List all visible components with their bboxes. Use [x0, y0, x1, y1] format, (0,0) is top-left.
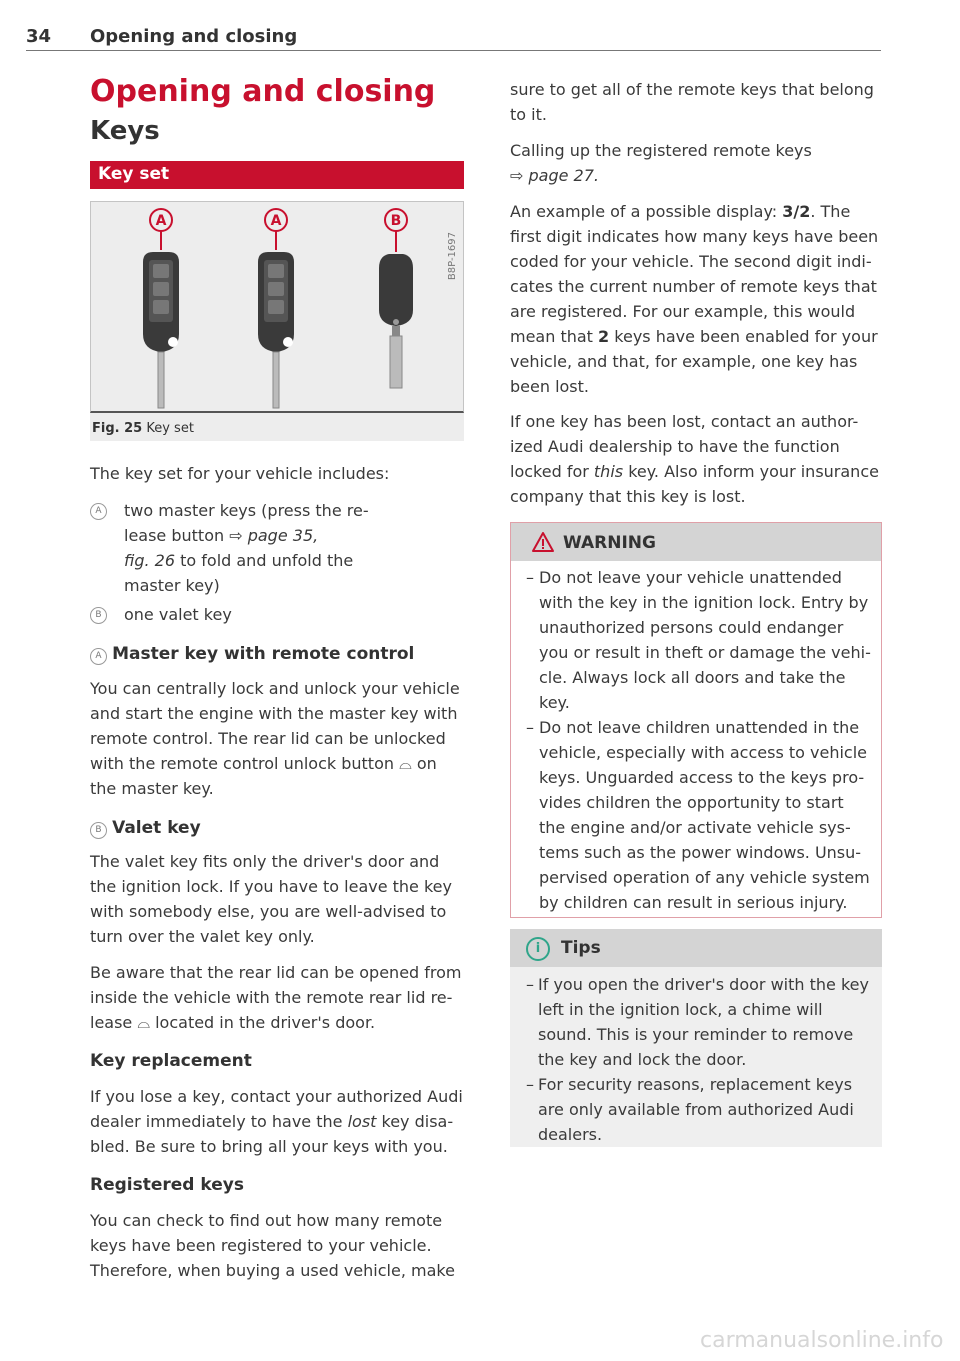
example-text-line: An example of a possible display:	[510, 202, 783, 221]
continued-text-line: sure to get all of the remote keys that belong	[510, 80, 874, 99]
list-dash: –	[526, 568, 534, 587]
warning-line: you or result in theft or damage the vehi-	[539, 643, 871, 662]
replacement-text-line: key disa-	[376, 1112, 454, 1131]
key-set-figure	[90, 201, 464, 413]
figure-number: Fig. 25	[92, 421, 143, 436]
key-replacement-heading: Key replacement	[90, 1051, 252, 1071]
valet-text-line: The valet key fits only the driver's door and	[90, 852, 440, 871]
example-text	[510, 199, 890, 399]
continued-text-line: to it.	[510, 105, 547, 124]
example-text-line: . The	[810, 202, 851, 221]
warning-line: key.	[539, 693, 570, 712]
item-a-line4: master key)	[124, 576, 220, 595]
master-key-illustration-2	[258, 209, 294, 408]
example-text-line: are registered. For our example, this would	[510, 302, 856, 321]
page-ref-27[interactable]: ⇨ page 27.	[510, 166, 599, 185]
valet-heading-row	[90, 815, 470, 841]
page-ref-35[interactable]: ⇨ page 35,	[229, 526, 319, 545]
lost-text-line: key. Also inform your insurance	[623, 462, 879, 481]
tips-header	[510, 929, 882, 967]
master-text-line: and start the engine with the master key with	[90, 704, 458, 723]
master-key-illustration	[143, 209, 179, 408]
warning-line: vides children the opportunity to start	[539, 793, 844, 812]
tips-item	[526, 1072, 876, 1147]
warning-line: Do not leave children unattended in the	[539, 718, 860, 737]
car-unlock-icon: ⌓	[399, 754, 412, 773]
tips-box	[510, 929, 882, 1147]
replacement-text-line: bled. Be sure to bring all your keys with you.	[90, 1137, 448, 1156]
fig-ref-26[interactable]: fig. 26	[124, 551, 176, 570]
figure-label-b: B	[390, 213, 402, 229]
replacement-text	[90, 1084, 470, 1159]
item-a	[90, 498, 470, 598]
key-set-bar	[90, 161, 464, 189]
registered-text-line: keys have been registered to your vehicle.	[90, 1236, 432, 1255]
figure-label-a1: A	[155, 213, 167, 229]
figure-caption	[90, 413, 464, 441]
warning-box	[510, 522, 882, 918]
page-number: 34	[26, 26, 52, 47]
warning-line: tems such as the power windows. Unsu-	[539, 843, 862, 862]
warning-line: Do not leave your vehicle unattended	[539, 568, 842, 587]
master-text-line: on	[411, 754, 437, 773]
example-text-line: mean that	[510, 327, 599, 346]
rear-text-line: inside the vehicle with the remote rear lid re-	[90, 988, 453, 1007]
lost-text-line: locked for	[510, 462, 594, 481]
list-dash: –	[526, 1075, 534, 1094]
example-text-line: vehicle, and that, for example, one key has	[510, 352, 858, 371]
watermark: carmanualsonline.info	[700, 1328, 944, 1353]
warning-line: unauthorized persons could endanger	[539, 618, 844, 637]
master-key-heading: Master key with remote control	[112, 644, 415, 664]
registered-text	[90, 1208, 470, 1283]
key-set-bar-label: Key set	[98, 164, 170, 184]
info-icon: i	[526, 937, 550, 961]
example-text-line: coded for your vehicle. The second digit indi-	[510, 252, 872, 271]
figure-caption-text: Key set	[146, 421, 194, 436]
registered-text-line: Therefore, when buying a used vehicle, make	[90, 1261, 455, 1280]
calling-text	[510, 138, 890, 188]
marker-a-heading: A	[90, 648, 107, 665]
tips-line: dealers.	[538, 1125, 603, 1144]
warning-triangle-icon	[531, 531, 555, 553]
warning-line: by children can result in serious injury.	[539, 893, 848, 912]
replacement-text-emph: lost	[347, 1112, 377, 1131]
registered-text-line: You can check to find out how many remote	[90, 1211, 443, 1230]
figure-label-a2: A	[270, 213, 282, 229]
example-text-line: cates the current number of remote keys that	[510, 277, 877, 296]
valet-text-line: the ignition lock. If you have to leave the key	[90, 877, 452, 896]
master-text-line: remote control. The rear lid can be unlocked	[90, 729, 446, 748]
warning-item	[526, 565, 876, 715]
warning-line: keys. Unguarded access to the keys pro-	[539, 768, 865, 787]
item-a-line2: lease button	[124, 526, 230, 545]
valet-key-illustration	[379, 209, 413, 388]
tips-line: the key and lock the door.	[538, 1050, 747, 1069]
intro-text: The key set for your vehicle includes:	[90, 464, 390, 483]
example-count: 2	[598, 327, 610, 346]
running-title: Opening and closing	[90, 26, 298, 47]
master-text-line: You can centrally lock and unlock your vehicle	[90, 679, 460, 698]
registered-keys-heading: Registered keys	[90, 1175, 244, 1195]
item-b-text: one valet key	[124, 605, 232, 624]
figure-code: B8P-1697	[447, 232, 458, 281]
tips-line: For security reasons, replacement keys	[538, 1075, 853, 1094]
marker-b-heading: B	[90, 822, 107, 839]
lost-text-line: ized Audi dealership to have the function	[510, 437, 840, 456]
tips-title: Tips	[561, 938, 601, 958]
rear-text-line: Be aware that the rear lid can be opened from	[90, 963, 462, 982]
tips-line: are only available from authorized Audi	[538, 1100, 854, 1119]
marker-b: B	[90, 607, 107, 624]
master-text-line: the master key.	[90, 779, 214, 798]
tips-line: left in the ignition lock, a chime will	[538, 1000, 823, 1019]
example-text-line: keys have been enabled for your	[609, 327, 878, 346]
rear-text-line: located in the driver's door.	[150, 1013, 376, 1032]
warning-line: cle. Always lock all doors and take the	[539, 668, 846, 687]
item-a-line3: to fold and unfold the	[175, 551, 354, 570]
example-text-line: first digit indicates how many keys have been	[510, 227, 879, 246]
warning-item	[526, 715, 876, 915]
lost-text	[510, 409, 890, 509]
example-text-line: been lost.	[510, 377, 589, 396]
master-text-line: with the remote control unlock button	[90, 754, 400, 773]
rear-text-line: lease	[90, 1013, 138, 1032]
item-a-line1: two master keys (press the re-	[124, 501, 369, 520]
left-column	[90, 461, 470, 486]
item-b	[90, 602, 470, 627]
master-heading-row	[90, 641, 470, 667]
warning-line: the engine and/or activate vehicle sys-	[539, 818, 851, 837]
list-dash: –	[526, 975, 534, 994]
example-display-value: 3/2	[782, 202, 811, 221]
warning-line: vehicle, especially with access to vehicle	[539, 743, 867, 762]
page-header	[26, 24, 881, 51]
replacement-text-line: If you lose a key, contact your authorized Audi	[90, 1087, 463, 1106]
marker-a: A	[90, 503, 107, 520]
warning-line: pervised operation of any vehicle system	[539, 868, 870, 887]
continued-text	[510, 77, 890, 127]
warning-title: WARNING	[563, 533, 656, 553]
chapter-title: Opening and closing	[90, 74, 436, 109]
valet-text	[90, 849, 470, 949]
section-title: Keys	[90, 116, 160, 146]
rear-lid-text	[90, 960, 470, 1035]
lost-text-line: If one key has been lost, contact an author-	[510, 412, 859, 431]
valet-text-line: turn over the valet key only.	[90, 927, 315, 946]
warning-header	[511, 523, 881, 561]
replacement-text-line: dealer immediately to have the	[90, 1112, 348, 1131]
key-illustration	[91, 202, 463, 411]
valet-key-heading: Valet key	[112, 818, 201, 838]
tips-line: If you open the driver's door with the key	[538, 975, 869, 994]
tips-item	[526, 972, 876, 1072]
master-text	[90, 676, 470, 801]
list-dash: –	[526, 718, 534, 737]
lost-text-line: company that this key is lost.	[510, 487, 746, 506]
lost-text-emph: this	[593, 462, 624, 481]
warning-line: with the key in the ignition lock. Entry by	[539, 593, 869, 612]
car-unlock-icon: ⌓	[137, 1013, 151, 1032]
calling-text-line: Calling up the registered remote keys	[510, 141, 812, 160]
tips-line: sound. This is your reminder to remove	[538, 1025, 854, 1044]
valet-text-line: with somebody else, you are well-advised to	[90, 902, 447, 921]
